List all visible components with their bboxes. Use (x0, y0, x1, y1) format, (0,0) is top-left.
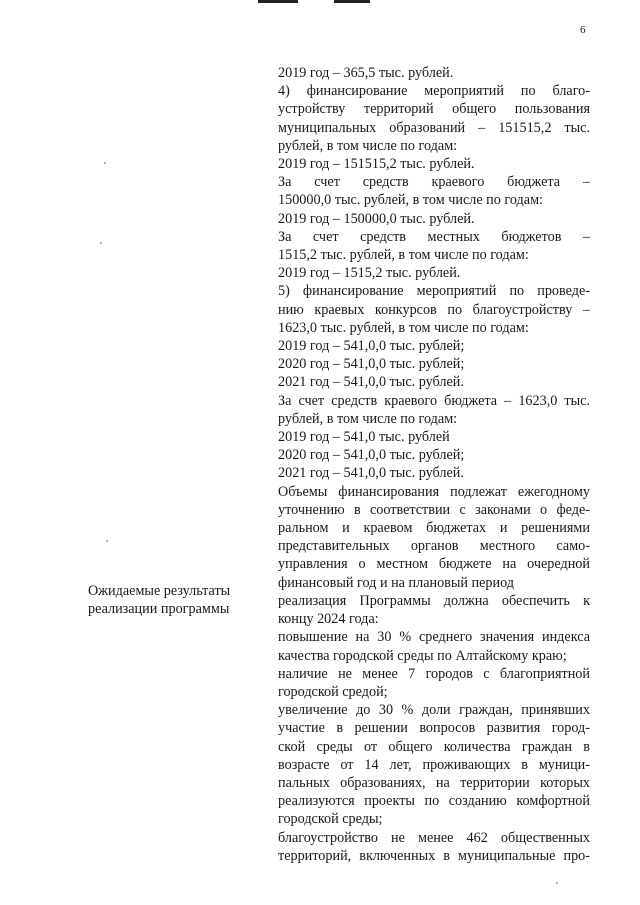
financing-line: 2019 год – 541,0 тыс. рублей (278, 429, 450, 446)
financing-line: 2019 год – 151515,2 тыс. рублей. (278, 156, 475, 173)
financing-line: 1515,2 тыс. рублей, в том числе по годам: (278, 247, 529, 264)
financing-line: нию краевых конкурсов по благоустройству – (278, 301, 590, 318)
financing-line: За счет средств краевого бюджета – (278, 174, 590, 191)
results-line: участие в решении вопросов развития город- (278, 720, 590, 737)
financing-line: 2021 год – 541,0,0 тыс. рублей. (278, 374, 464, 391)
financing-line: 2019 год – 365,5 тыс. рублей. (278, 65, 454, 81)
passport-right-column (278, 64, 590, 865)
financing-line: Объемы финансирования подлежат ежегодному (278, 483, 590, 500)
results-line: увеличение до 30 % доли граждан, принявших (278, 702, 590, 719)
financing-line: За счет средств местных бюджетов – (278, 228, 590, 245)
scan-artifact (334, 0, 370, 3)
financing-line: управления о местном бюджете на очередной (278, 556, 590, 573)
financing-line: 2019 год – 541,0,0 тыс. рублей; (278, 338, 465, 355)
results-line: ской среды от общего количества граждан в (278, 738, 590, 755)
financing-line: 2019 год – 150000,0 тыс. рублей. (278, 210, 475, 227)
financing-line: 5) финансирование мероприятий по проведе- (278, 283, 590, 300)
scan-speck (100, 242, 102, 244)
results-line: благоустройство не менее 462 общественных (278, 829, 590, 846)
financing-line: финансовый год и на плановый период (278, 574, 515, 591)
financing-line: представительных органов местного само- (278, 538, 590, 555)
scan-artifact (258, 0, 298, 3)
scan-speck (556, 882, 558, 884)
expected-results-label (88, 582, 266, 618)
financing-line: За счет средств краевого бюджета – 1623,0 тыс. (278, 392, 590, 409)
financing-line: рублей, в том числе по годам: (278, 410, 458, 427)
results-line: качества городской среды по Алтайскому краю; (278, 647, 567, 664)
results-line: повышение на 30 % среднего значения индекса (278, 629, 590, 646)
financing-line: 2021 год – 541,0,0 тыс. рублей. (278, 465, 464, 482)
results-line: пальных образованиях, на территории которых (278, 774, 590, 791)
label-line: реализации программы (88, 601, 230, 618)
financing-line: 2019 год – 1515,2 тыс. рублей. (278, 265, 461, 282)
expected-results-section (278, 592, 590, 865)
financing-line: 2020 год – 541,0,0 тыс. рублей; (278, 447, 465, 464)
financing-line: 4) финансирование мероприятий по благо- (278, 83, 590, 100)
financing-line: 1623,0 тыс. рублей, в том числе по годам: (278, 319, 529, 336)
financing-line: ральном и краевом бюджетах и решениями (278, 520, 590, 537)
results-line: городской среды; (278, 811, 383, 828)
financing-line: 2020 год – 541,0,0 тыс. рублей; (278, 356, 465, 373)
results-line: возрасте от 14 лет, проживающих в муници- (278, 756, 590, 773)
results-line: концу 2024 года: (278, 611, 379, 628)
financing-line: рублей, в том числе по годам: (278, 137, 458, 154)
financing-line: муниципальных образований – 151515,2 тыс. (278, 119, 590, 136)
scan-speck (104, 162, 106, 164)
page-number: 6 (580, 24, 586, 36)
financing-line: уточнению в соответствии с законами о феде- (278, 501, 590, 518)
results-line: наличие не менее 7 городов с благоприятной (278, 665, 590, 682)
results-line: городской средой; (278, 683, 388, 700)
scan-speck (106, 540, 108, 542)
label-line: Ожидаемые результаты (88, 583, 231, 599)
results-line: реализация Программы должна обеспечить к (278, 592, 590, 609)
results-line: реализуются проекты по созданию комфортной (278, 793, 590, 810)
financing-section (278, 64, 590, 592)
results-line: территорий, включенных в муниципальные про- (278, 847, 590, 864)
financing-line: 150000,0 тыс. рублей, в том числе по годам: (278, 192, 543, 209)
financing-line: устройству территорий общего пользования (278, 101, 590, 118)
